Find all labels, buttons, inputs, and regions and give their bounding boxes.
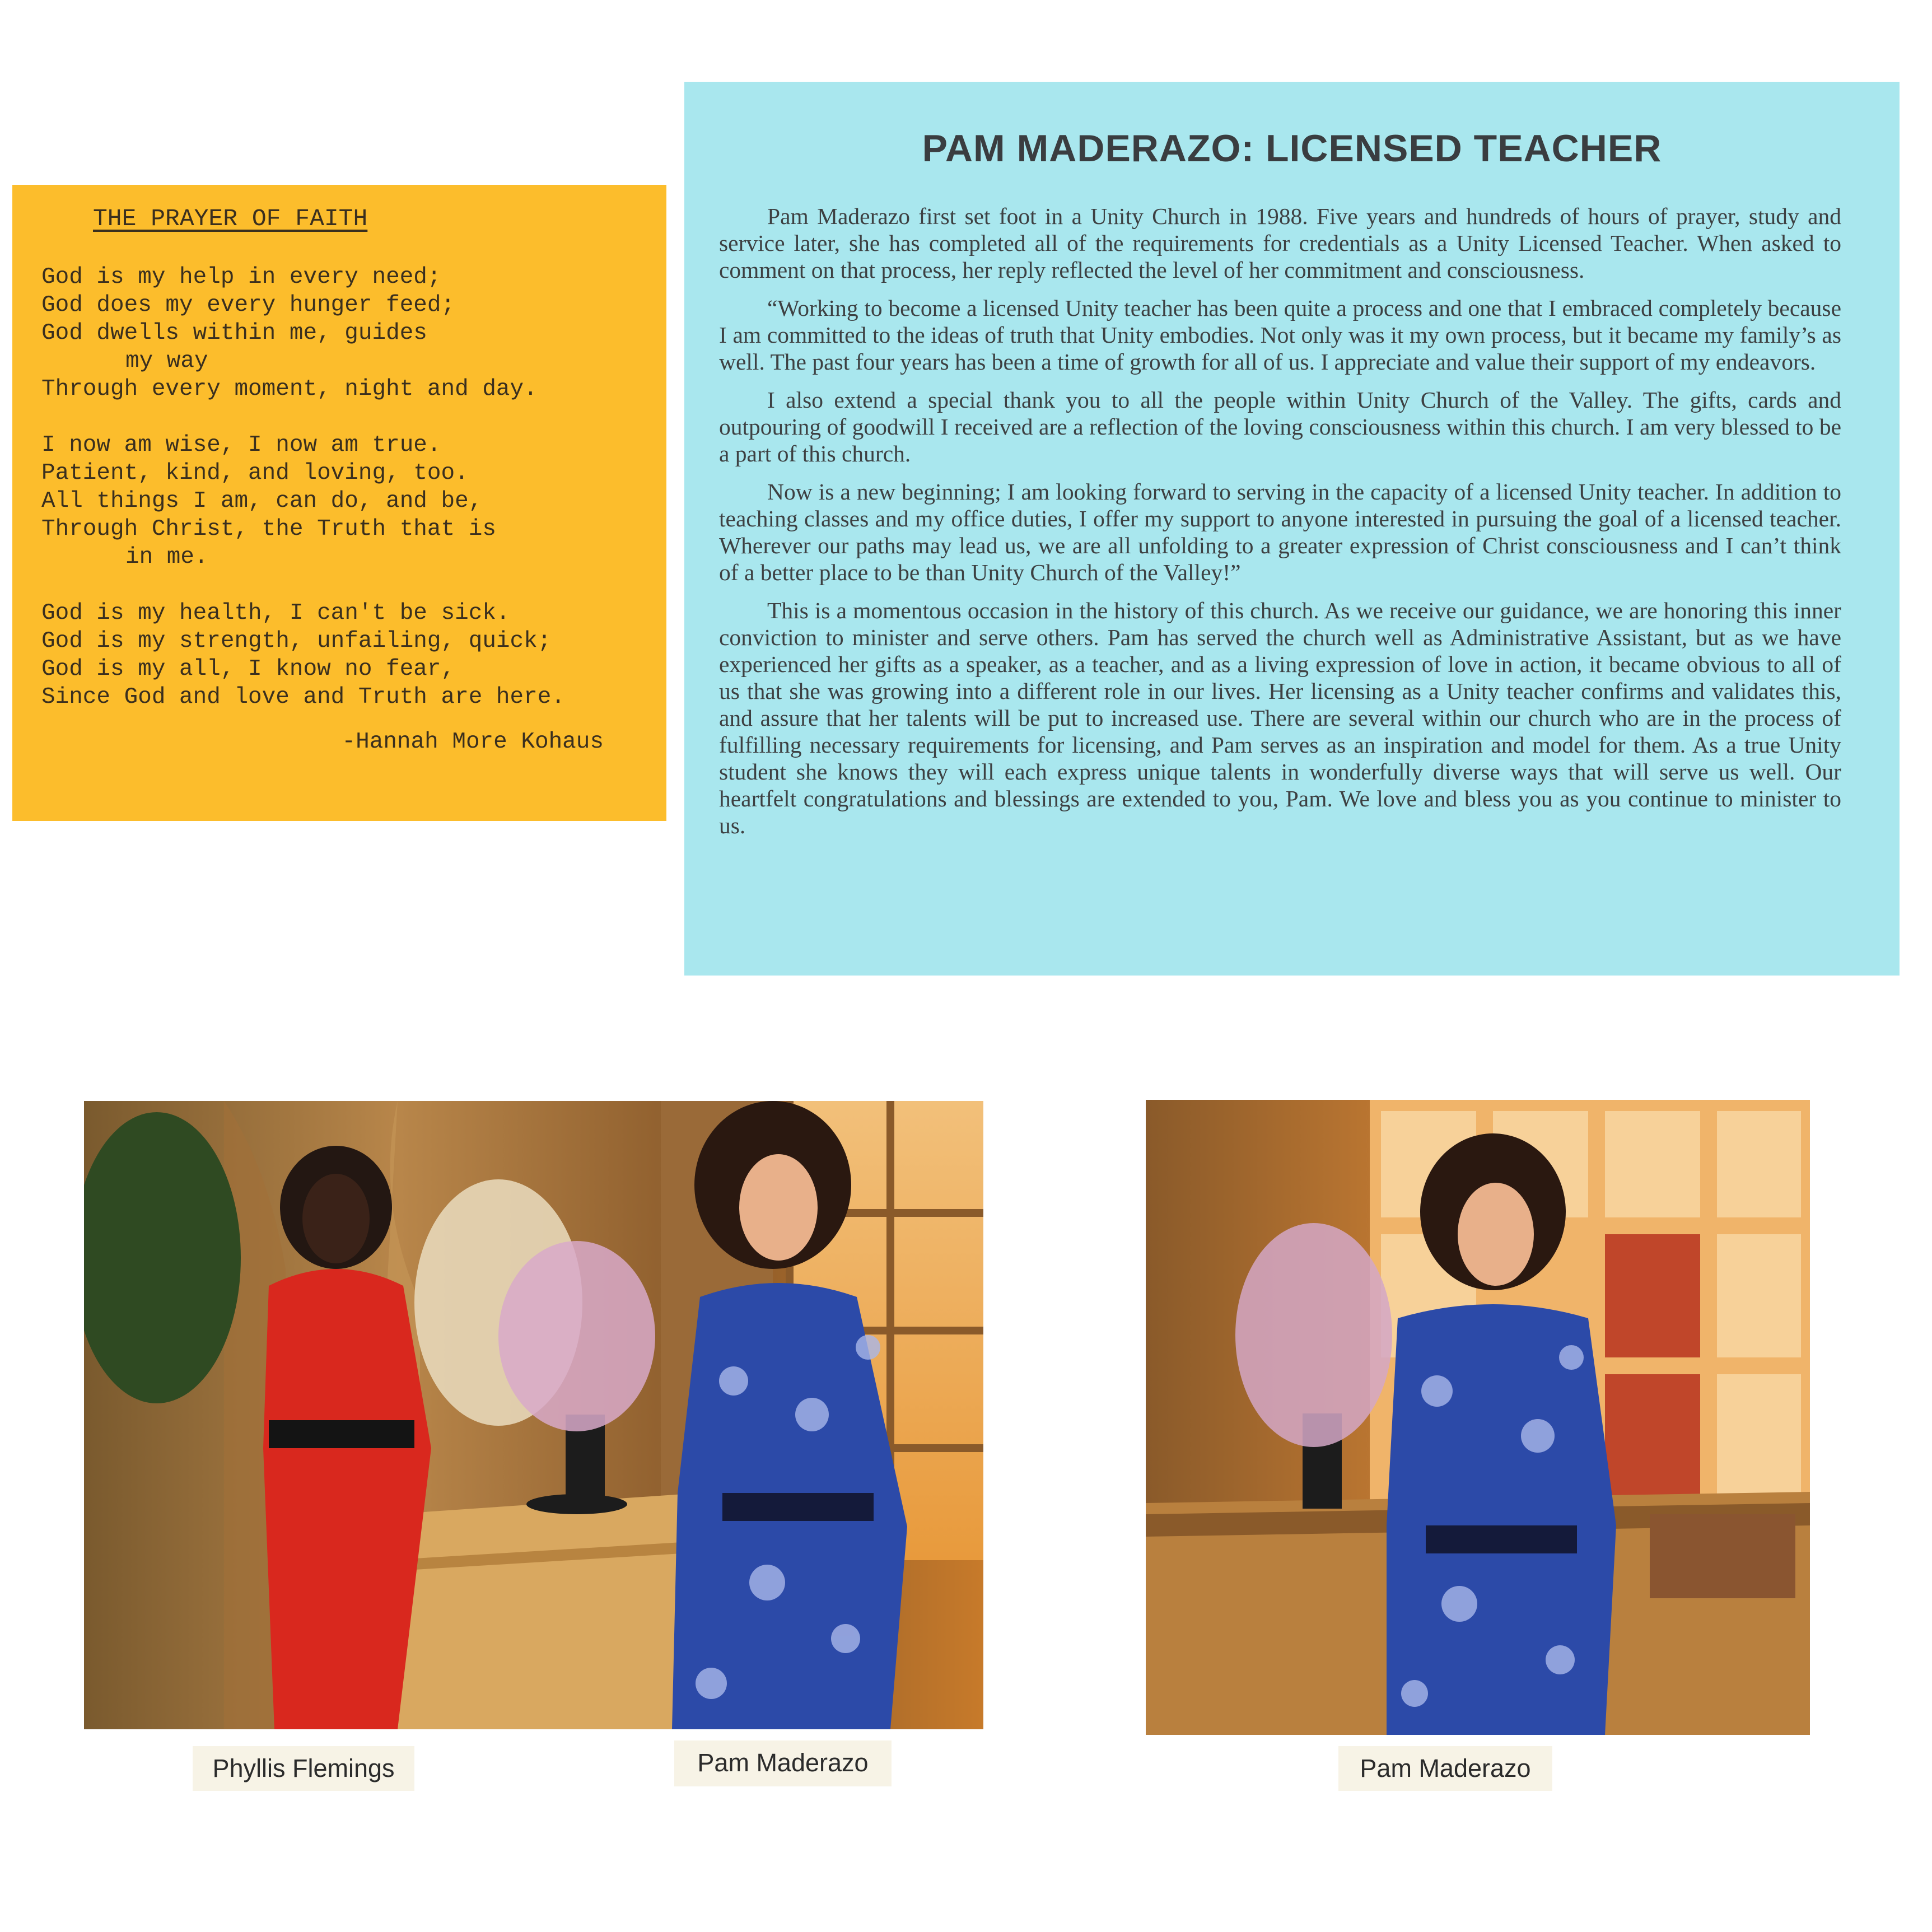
prayer-line: Since God and love and Truth are here. [41, 684, 565, 710]
article-paragraph: Pam Maderazo first set foot in a Unity Church in 1988. Five years and hundreds of hours of prayer, study and service later, she has completed all of the requirements for credentials as a Unity Licensed Teacher. When asked to comment on that process, her reply reflected the level of her commitment and consciousness. [719, 203, 1841, 283]
article-paragraph: I also extend a special thank you to all the people within Unity Church of the Valley. The gifts, cards and outpouring of goodwill I received are a reflection of the loving consciousness within this church. I am very blessed to be a part of this church. [719, 387, 1841, 466]
prayer-line: God dwells within me, guides [41, 320, 427, 346]
caption-pam-maderazo-left: Pam Maderazo [674, 1740, 892, 1786]
prayer-card [12, 185, 666, 821]
prayer-line: Through Christ, the Truth that is [41, 516, 496, 542]
prayer-line: God does my every hunger feed; [41, 292, 455, 318]
prayer-line: God is my health, I can't be sick. [41, 600, 510, 626]
prayer-line: God is my help in every need; [41, 264, 441, 290]
prayer-line: in me. [125, 544, 208, 570]
prayer-line: my way [125, 348, 208, 374]
photo-pam [1146, 1100, 1810, 1735]
article-title: PAM MADERAZO: LICENSED TEACHER [922, 127, 1662, 170]
caption-phyllis-flemings: Phyllis Flemings [193, 1746, 414, 1791]
prayer-line: All things I am, can do, and be, [41, 488, 483, 514]
article-paragraph: This is a momentous occasion in the history of this church. As we receive our guidance, we are honoring this inner conviction to minister and serve others. Pam has served the church well as Administrative Assistant, but as we have experienced her gifts as a speaker, as a teacher, and as a living expression of love in action, it became obvious to all of us that she was growing into a different role in our lives. Her licensing as a Unity teacher confirms and validates this, and assure that her talents will be put to increased use. There are several within our church who are in the process of fulfilling necessary requirements for licensing, and Pam serves as an inspiration and model for them. As a true Unity student she knows they will each express unique talents in wonderfully diverse ways that will serve us well. Our heartfelt congratulations and blessings are extended to you, Pam. We love and bless you as you continue to minister to us. [719, 598, 1841, 838]
article-card [684, 82, 1900, 976]
prayer-line: Patient, kind, and loving, too. [41, 460, 469, 486]
prayer-line: God is my strength, unfailing, quick; [41, 628, 552, 654]
prayer-title: THE PRAYER OF FAITH [93, 205, 368, 232]
prayer-line: Through every moment, night and day. [41, 376, 538, 402]
photo-two-women [84, 1101, 983, 1729]
prayer-stanza-3 [41, 599, 565, 711]
prayer-line: I now am wise, I now am true. [41, 432, 441, 458]
prayer-stanza-1 [41, 263, 538, 403]
article-paragraph: Now is a new beginning; I am looking forward to serving in the capacity of a licensed Unity teacher. In addition to teaching classes and my office duties, I offer my support to anyone interested in pursuing the goal of a licensed teacher. Wherever our paths may lead us, we are all unfolding to a greater expression of Christ consciousness and I can’t think of a better place to be than Unity Church of the Valley!” [719, 479, 1841, 585]
prayer-attribution: -Hannah More Kohaus [342, 729, 604, 755]
caption-pam-maderazo-right: Pam Maderazo [1338, 1746, 1552, 1791]
article-body [719, 203, 1841, 850]
article-paragraph: “Working to become a licensed Unity teacher has been quite a process and one that I embraced completely because I am committed to the ideas of truth that Unity embodies. Not only was it my own process, but it became my family’s as well. The past four years has been a time of growth for all of us. I appreciate and value their support of my endeavors. [719, 295, 1841, 375]
prayer-stanza-2 [41, 431, 496, 571]
prayer-line: God is my all, I know no fear, [41, 656, 455, 682]
